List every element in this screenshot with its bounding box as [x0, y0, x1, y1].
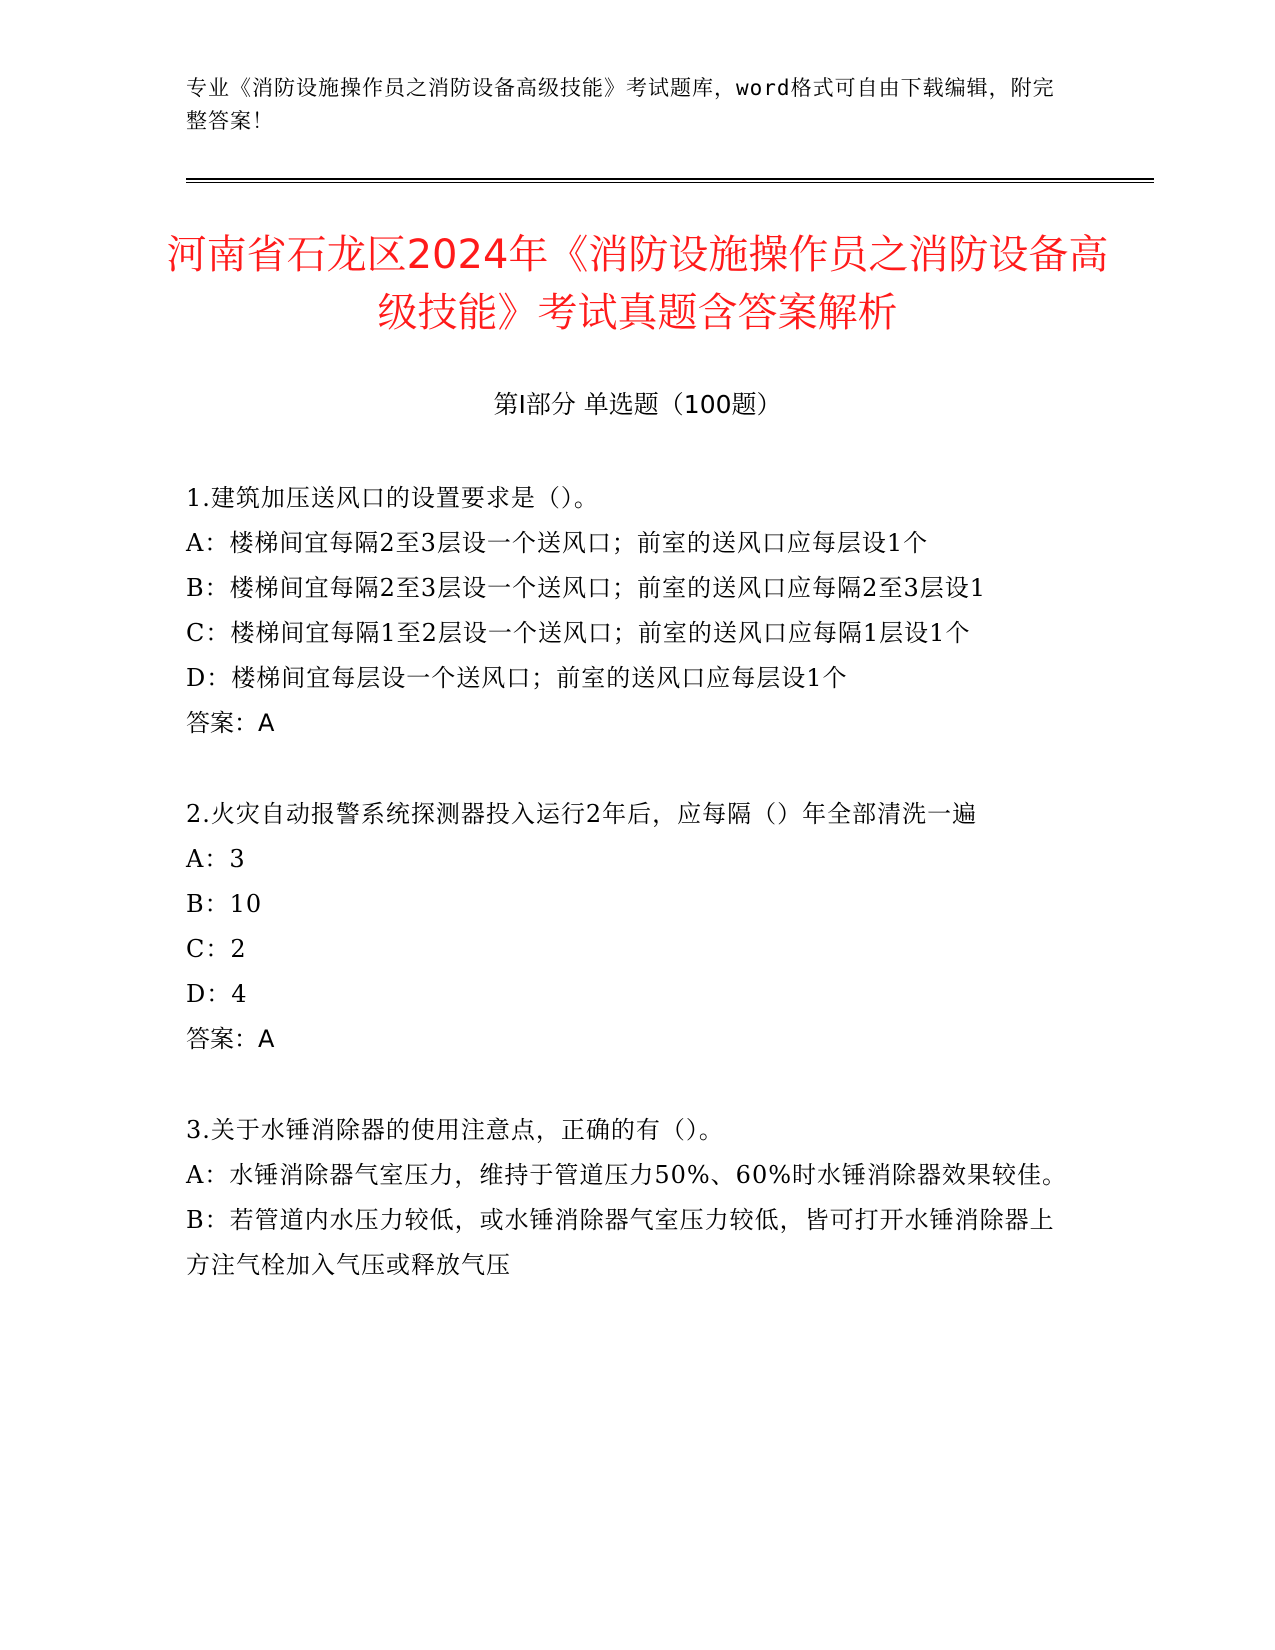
header-note: 专业《消防设施操作员之消防设备高级技能》考试题库，word格式可自由下载编辑，附完整答案！ [186, 76, 1055, 133]
question-1 [186, 476, 1076, 746]
question-2 [186, 792, 1076, 1062]
option-d: D：楼梯间宜每层设一个送风口；前室的送风口应每层设1个 [186, 664, 848, 692]
option-d: D：4 [186, 980, 248, 1008]
option-b: B：若管道内水压力较低，或水锤消除器气室压力较低，皆可打开水锤消除器上方注气栓加入气压或释放气压 [186, 1206, 1055, 1279]
option-b: B：10 [186, 890, 263, 918]
option-a: A：楼梯间宜每隔2至3层设一个送风口；前室的送风口应每层设1个 [186, 529, 929, 557]
section-heading: 第Ⅰ部分 单选题（100题） [493, 390, 782, 419]
question-3 [186, 1108, 1076, 1288]
question-stem: 3.关于水锤消除器的使用注意点，正确的有（）。 [186, 1116, 724, 1144]
answer: 答案：A [186, 1025, 275, 1053]
question-list [186, 476, 1076, 1334]
question-stem: 1.建筑加压送风口的设置要求是（）。 [186, 484, 599, 512]
header-divider [186, 178, 1154, 183]
option-a: A：3 [186, 845, 246, 873]
option-c: C：2 [186, 935, 247, 963]
question-stem: 2.火灾自动报警系统探测器投入运行2年后，应每隔（）年全部清洗一遍 [186, 800, 978, 828]
answer: 答案：A [186, 709, 275, 737]
option-b: B：楼梯间宜每隔2至3层设一个送风口；前室的送风口应每隔2至3层设1 [186, 574, 986, 602]
option-c: C：楼梯间宜每隔1至2层设一个送风口；前室的送风口应每隔1层设1个 [186, 619, 971, 647]
document-title: 河南省石龙区2024年《消防设施操作员之消防设备高级技能》考试真题含答案解析 [166, 232, 1109, 336]
option-a: A：水锤消除器气室压力，维持于管道压力50%、60%时水锤消除器效果较佳。 [186, 1161, 1068, 1189]
